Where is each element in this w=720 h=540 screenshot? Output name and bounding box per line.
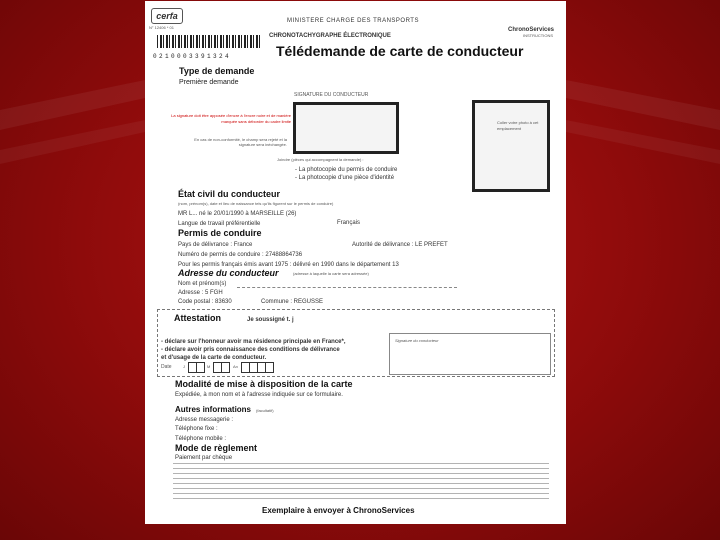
joindre-item-1: - La photocopie du permis de conduire xyxy=(295,167,398,173)
signature-note-2: En cas de non-conformité, le champ sera rejeté et la signature sera inéchangée. xyxy=(194,137,287,147)
adresse-line: Adresse : 5 FGH xyxy=(178,290,223,296)
etat-civil-note: (nom, prénom(s), date et lieu de naissance tels qu'ils figurent sur le permis de conduire) xyxy=(178,201,334,206)
cerfa-logo: cerfa xyxy=(151,8,183,24)
signature-label: SIGNATURE DU CONDUCTEUR xyxy=(294,92,369,98)
cerfa-number: N° 12406 * 01 xyxy=(149,25,174,30)
joindre-label: Joindre (pièces qui accompagnent la demande) : xyxy=(277,157,364,162)
code-postal-line: Code postal : 83630 xyxy=(178,299,232,305)
ministry-label: MINISTERE CHARGE DES TRANSPORTS xyxy=(287,18,419,24)
nom-prenom-line: Nom et prénom(s) xyxy=(178,281,227,287)
date-label: Date xyxy=(161,364,172,370)
declare-1: - déclare sur l'honneur avoir ma résidence principale en France*, xyxy=(161,339,346,345)
date-month-box-2[interactable] xyxy=(221,362,230,373)
date-m-label: M xyxy=(207,364,211,369)
reglement-label: Mode de règlement xyxy=(175,443,258,453)
permis-label: Permis de conduire xyxy=(178,228,262,238)
barcode xyxy=(157,35,262,48)
autres-label: Autres informations xyxy=(175,405,252,414)
declare-3: et d'usage de la carte de conducteur. xyxy=(161,355,267,361)
langue-label: Langue de travail préférentielle xyxy=(178,221,261,227)
form-page xyxy=(145,1,566,524)
attestation-label: Attestation xyxy=(174,313,221,323)
tel-fixe-line: Téléphone fixe : xyxy=(175,426,218,432)
commune-line: Commune : REGUSSE xyxy=(261,299,324,305)
date-day-box-2[interactable] xyxy=(196,362,205,373)
signature-box[interactable] xyxy=(293,102,399,154)
avant-1975-line: Pour les permis français émis avant 1975 : délivré en 1990 dans le département 13 xyxy=(178,262,399,268)
nom-prenom-dots xyxy=(237,287,457,288)
form-title: Télédemande de carte de conducteur xyxy=(276,43,524,59)
date-year-box-4[interactable] xyxy=(265,362,274,373)
adresse-note: (adresse à laquelle la carte sera adressée) xyxy=(293,271,369,276)
adresse-label: Adresse du conducteur xyxy=(178,268,279,278)
modalite-value: Expédiée, à mon nom et à l'adresse indiquée sur ce formulaire. xyxy=(175,392,343,398)
langue-value: Français xyxy=(337,220,361,226)
modalite-label: Modalité de mise à disposition de la carte xyxy=(175,379,353,389)
tel-mobile-line: Téléphone mobile : xyxy=(175,436,227,442)
photo-box[interactable] xyxy=(472,100,550,192)
autres-note: (facultatif) xyxy=(256,408,274,413)
reglement-value: Paiement par chèque xyxy=(175,455,233,461)
autorite-line: Autorité de délivrance : LE PREFET xyxy=(352,242,448,248)
numero-line: Numéro de permis de conduire : 27488864736 xyxy=(178,252,303,258)
photo-note: Coller votre photo à cet emplacement xyxy=(497,120,539,131)
date-j-label: J xyxy=(183,364,185,369)
identity-line: MR L... né le 20/01/1990 à MARSEILLE (26) xyxy=(178,211,297,217)
type-demande-value: Première demande xyxy=(179,79,239,86)
fine-print xyxy=(173,463,549,499)
pays-line: Pays de délivrance : France xyxy=(178,242,253,248)
messagerie-line: Adresse messagerie : xyxy=(175,417,234,423)
soussigne-line: Je soussigné t. j xyxy=(247,317,294,323)
joindre-item-2: - La photocopie d'une pièce d'identité xyxy=(295,175,395,181)
declare-2: - déclare avoir pris connaissance des conditions de délivrance xyxy=(161,347,340,353)
chrono-label: CHRONOTACHYGRAPHE ÉLECTRONIQUE xyxy=(269,33,391,39)
date-row xyxy=(161,362,321,372)
brand-logo: ChronoServices xyxy=(508,27,555,33)
brand-sub: INSTRUCTIONS xyxy=(523,33,553,38)
attestation-signature-label: Signature du conducteur xyxy=(395,338,439,343)
signature-note: La signature doit être apposée d'encre à l'encre noire et de manière marquée sans déborder du cadre limite xyxy=(171,113,291,124)
etat-civil-label: État civil du conducteur xyxy=(178,189,281,199)
date-a-label: An xyxy=(233,364,238,369)
barcode-number: 0210003391324 xyxy=(153,53,232,60)
type-demande-label: Type de demande xyxy=(179,66,255,76)
footer-label: Exemplaire à envoyer à ChronoServices xyxy=(262,506,415,515)
